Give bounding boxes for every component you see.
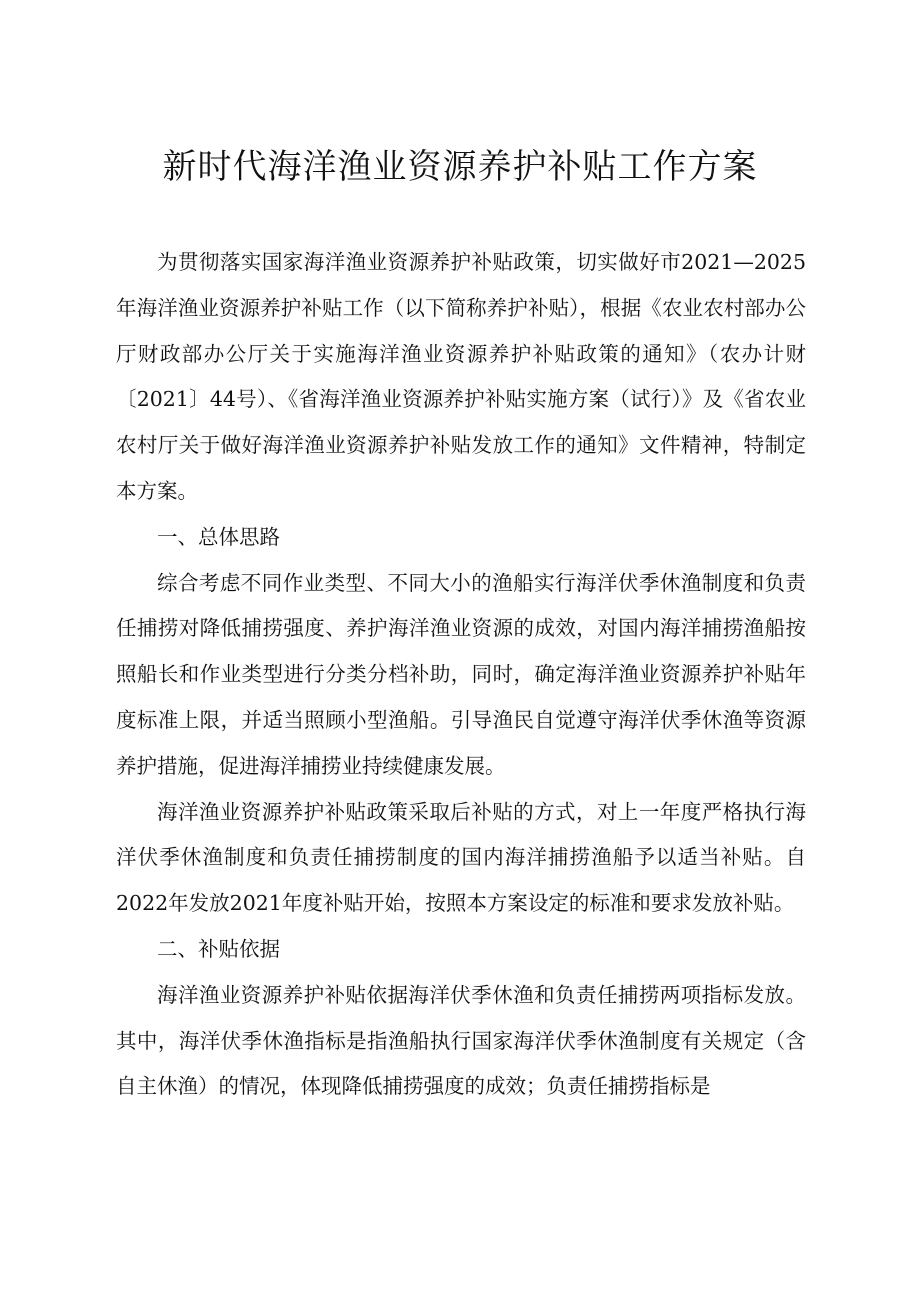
paragraph-approach: 综合考虑不同作业类型、不同大小的渔船实行海洋伏季休渔制度和负责任捕捞对降低捕捞强度、养护海洋渔业资源的成效，对国内海洋捕捞渔船按照船长和作业类型进行分类分档补助，同时，确定海洋渔业资源养护补贴年度标准上限，并适当照顾小型渔船。引导渔民自觉遵守海洋伏季休渔等资源养护措施，促进海洋捕捞业持续健康发展。 [116, 570, 806, 778]
document-title: 新时代海洋渔业资源养护补贴工作方案 [162, 147, 758, 187]
document-body [116, 240, 806, 1110]
paragraph-subsidy-method: 海洋渔业资源养护补贴政策采取后补贴的方式，对上一年度严格执行海洋伏季休渔制度和负责任捕捞制度的国内海洋捕捞渔船予以适当补贴。自2022年发放2021年度补贴开始，按照本方案设定的标准和要求发放补贴。 [116, 799, 806, 916]
paragraph-basis: 海洋渔业资源养护补贴依据海洋伏季休渔和负责任捕捞两项指标发放。其中，海洋伏季休渔指标是指渔船执行国家海洋伏季休渔制度有关规定（含自主休渔）的情况，体现降低捕捞强度的成效；负责任捕捞指标是 [116, 982, 806, 1099]
section-heading-subsidy-basis: 二、补贴依据 [157, 936, 280, 961]
section-heading-overall-approach: 一、总体思路 [157, 524, 280, 549]
paragraph-intro: 为贯彻落实国家海洋渔业资源养护补贴政策，切实做好市2021—2025年海洋渔业资源养护补贴工作（以下简称养护补贴），根据《农业农村部办公厅财政部办公厅关于实施海洋渔业资源养护补贴政策的通知》（农办计财〔2021〕44号）、《省海洋渔业资源养护补贴实施方案（试行）》及《省农业农村厅关于做好海洋渔业资源养护补贴发放工作的通知》文件精神，特制定本方案。 [116, 250, 806, 503]
